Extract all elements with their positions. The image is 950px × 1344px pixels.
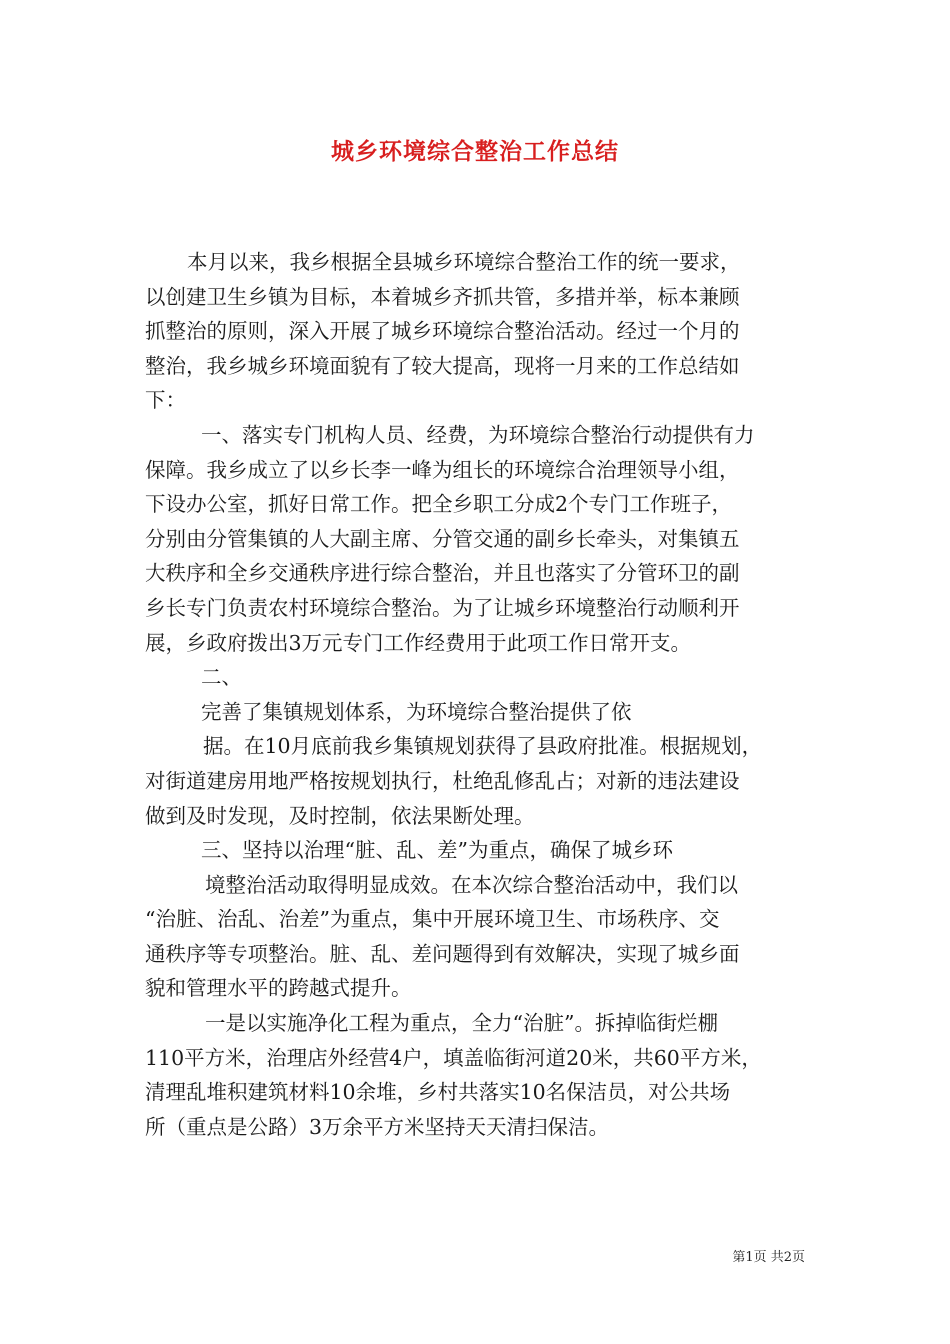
text-line: 对街道建房用地严格按规划执行，杜绝乱修乱占；对新的违法建设 xyxy=(145,768,740,793)
text-line: 乡长专门负责农村环境综合整治。为了让城乡环境整治行动顺利开 xyxy=(145,595,740,620)
text-line: 三、坚持以治理“脏、乱、差”为重点，确保了城乡环 xyxy=(201,838,673,863)
text-line: 境整治活动取得明显成效。在本次综合整治活动中，我们以 xyxy=(205,872,738,897)
text-line: 保障。我乡成立了以乡长李一峰为组长的环境综合治理领导小组， xyxy=(145,457,740,482)
text-line: 110平方米，治理店外经营4户，填盖临街河道20米，共60平方米， xyxy=(145,1045,762,1070)
text-line: 完善了集镇规划体系，为环境综合整治提供了依 xyxy=(201,699,632,724)
page-indicator: 第1页 共2页 xyxy=(732,1250,805,1265)
document-body xyxy=(145,245,810,1144)
text-line: 大秩序和全乡交通秩序进行综合整治，并且也落实了分管环卫的副 xyxy=(145,561,740,586)
text-line: 本月以来，我乡根据全县城乡环境综合整治工作的统一要求， xyxy=(187,250,741,274)
text-line: 做到及时发现，及时控制，依法果断处理。 xyxy=(145,803,535,828)
text-line: “治脏、治乱、治差”为重点，集中开展环境卫生、市场秩序、交 xyxy=(145,907,720,932)
text-line: 下设办公室，抓好日常工作。把全乡职工分成2个专门工作班子， xyxy=(145,492,733,517)
text-line: 下： xyxy=(145,388,186,413)
text-line: 展，乡政府拨出3万元专门工作经费用于此项工作日常开支。 xyxy=(145,630,692,655)
document-title: 城乡环境综合整治工作总结 xyxy=(331,138,619,165)
text-line: 二、 xyxy=(201,665,242,690)
text-line: 一、落实专门机构人员、经费，为环境综合整治行动提供有力 xyxy=(201,422,755,447)
text-line: 貌和管理水平的跨越式提升。 xyxy=(145,976,412,1001)
text-line: 清理乱堆积建筑材料10余堆，乡村共落实10名保洁员，对公共场 xyxy=(145,1080,731,1105)
text-line: 以创建卫生乡镇为目标，本着城乡齐抓共管，多措并举，标本兼顾 xyxy=(145,284,740,309)
text-line: 据。在10月底前我乡集镇规划获得了县政府批准。根据规划， xyxy=(203,734,763,759)
text-line: 一是以实施净化工程为重点，全力“治脏”。拆掉临街烂棚 xyxy=(205,1011,718,1036)
text-line: 整治，我乡城乡环境面貌有了较大提高，现将一月来的工作总结如 xyxy=(145,353,740,378)
text-line: 通秩序等专项整治。脏、乱、差问题得到有效解决，实现了城乡面 xyxy=(145,941,740,966)
text-line: 所（重点是公路）3万余平方米坚持天天清扫保洁。 xyxy=(145,1114,610,1139)
text-line: 抓整治的原则，深入开展了城乡环境综合整治活动。经过一个月的 xyxy=(145,319,740,344)
text-line: 分别由分管集镇的人大副主席、分管交通的副乡长牵头，对集镇五 xyxy=(145,526,740,551)
